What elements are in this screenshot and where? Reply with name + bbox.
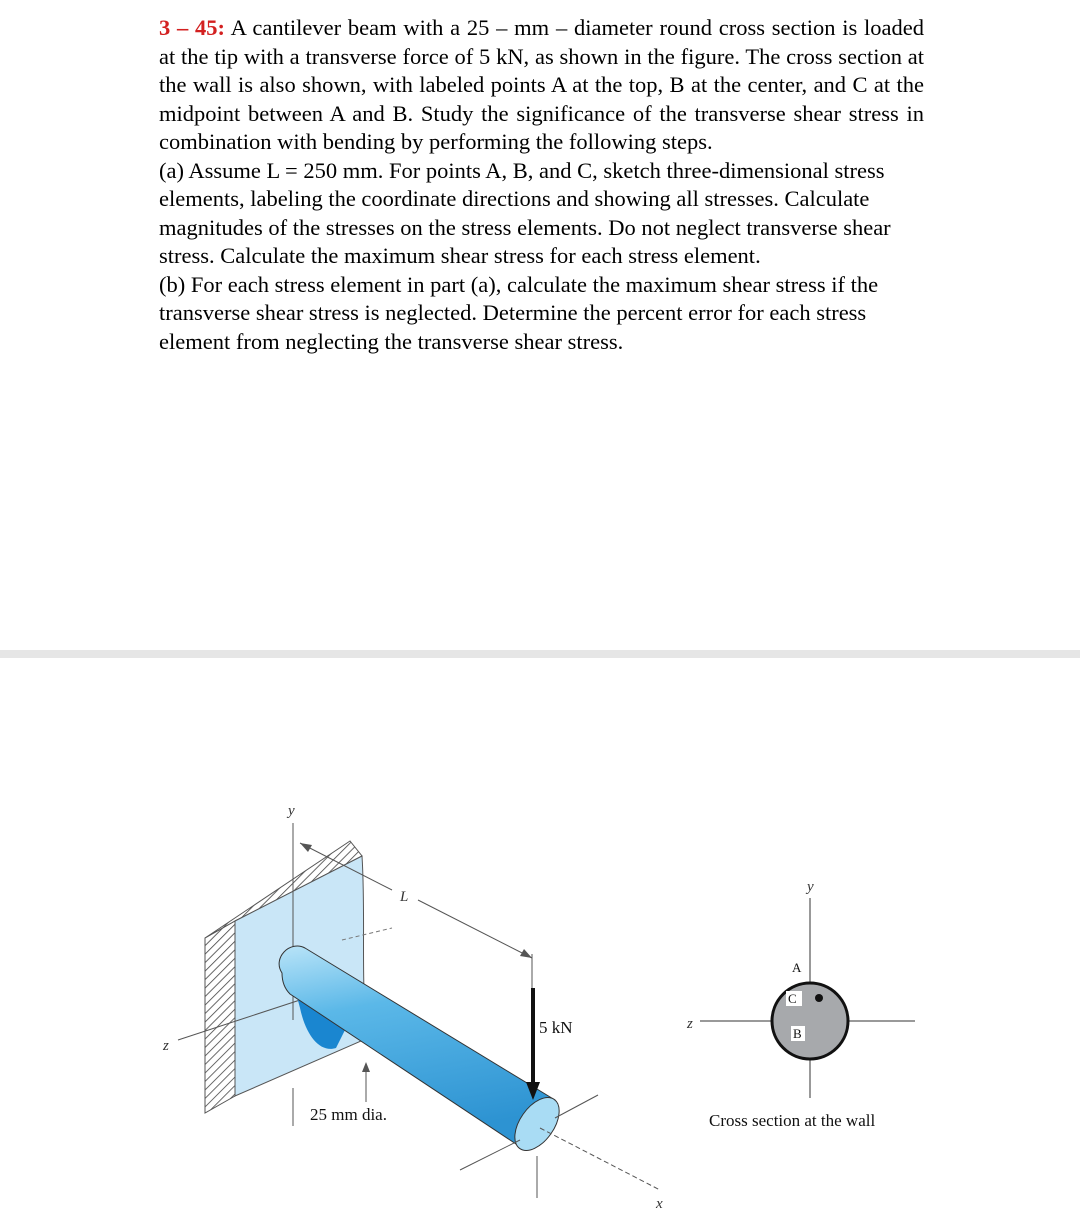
load-label: 5 kN — [539, 1018, 573, 1037]
x-axis-line — [540, 1128, 660, 1190]
figure-svg — [0, 658, 1080, 1222]
part-a — [159, 157, 924, 271]
cs-axis-y-label: y — [807, 879, 814, 895]
diameter-leader-arrow — [362, 1062, 370, 1072]
cs-circle — [772, 983, 848, 1059]
problem-intro-text: A cantilever beam with a 25 – mm – diameter round cross section is loaded at the tip with a transverse force of 5 kN, as shown in the figure. The cross section at the wall is also shown, with labeled points A at the top, B at the center, and C at the midpoint between A and B. Study the significance of the transverse shear stress in combination with bending by performing the following steps. — [159, 15, 924, 154]
cs-point-c-dot — [815, 994, 823, 1002]
cs-point-c-label: C — [788, 991, 797, 1006]
problem-statement — [159, 14, 924, 356]
beam-axis-y-label: y — [288, 803, 295, 819]
part-b-text: For each stress element in part (a), calculate the maximum shear stress if the transverse shear stress is neglected. Determine the percent error for each stress element from neglecting the transverse shear stress. — [159, 271, 879, 354]
part-a-label: (a) — [159, 157, 184, 183]
l-dim-line-b — [418, 900, 532, 958]
cs-point-b-label: B — [793, 1026, 802, 1041]
part-b — [159, 271, 924, 357]
diameter-label: 25 mm dia. — [310, 1105, 387, 1124]
part-b-label: (b) — [159, 271, 186, 297]
part-a-text: Assume L = 250 mm. For points A, B, and C, sketch three-dimensional stress elements, labeling the coordinate directions and showing all stresses. Calculate magnitudes of the stresses on the stress elements. Do not neglect transverse shear stress. Calculate the maximum shear stress for each stress element. — [159, 157, 891, 268]
beam-axis-x-label: x — [656, 1196, 663, 1212]
cantilever-figure — [0, 658, 1080, 1222]
cs-axis-z-label: z — [687, 1016, 693, 1032]
problem-number: 3 – 45: — [159, 15, 226, 40]
end-z-axis-right — [555, 1095, 598, 1118]
problem-intro — [159, 14, 924, 157]
l-dim-arrow-right — [520, 949, 532, 958]
cs-caption: Cross section at the wall — [709, 1111, 876, 1130]
length-label: L — [400, 889, 409, 905]
section-divider — [0, 650, 1080, 658]
l-dim-arrow-left — [300, 843, 312, 852]
end-z-axis — [460, 1140, 520, 1170]
beam-axis-z-label: z — [163, 1038, 169, 1054]
wall-hatch — [205, 921, 235, 1113]
cs-point-a-label: A — [792, 960, 802, 975]
